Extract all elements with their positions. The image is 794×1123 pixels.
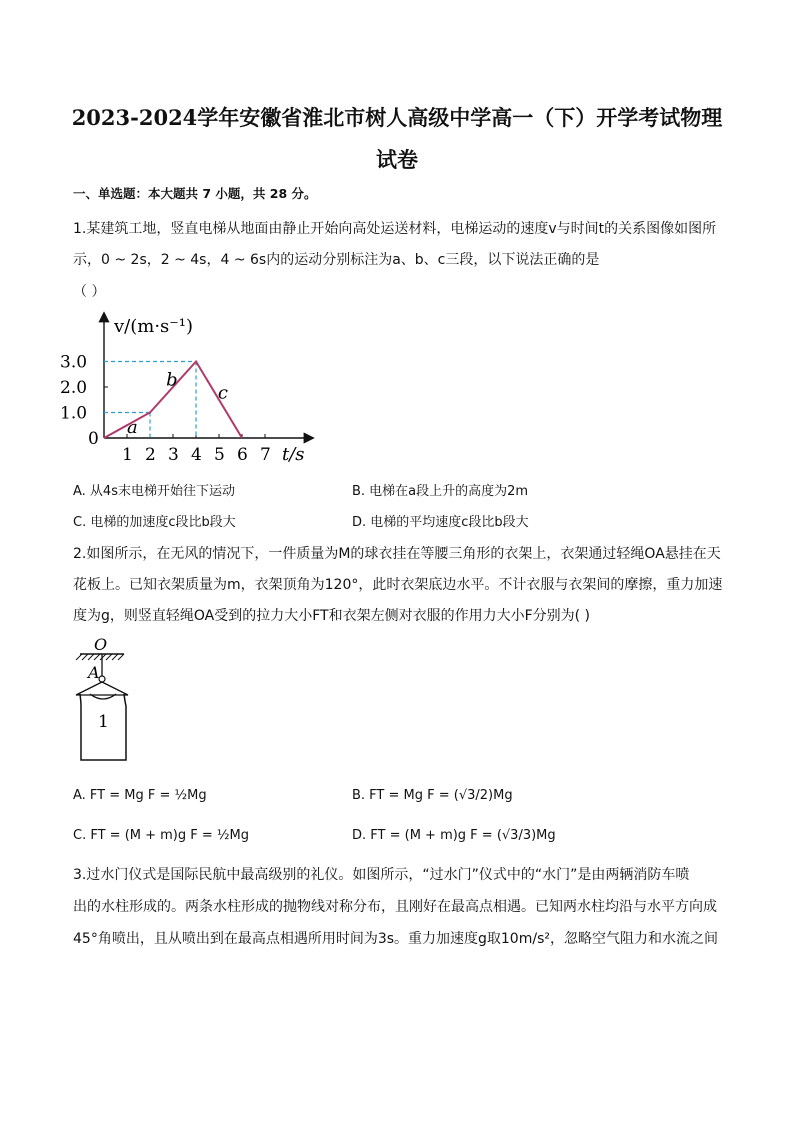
label-A: A [88, 663, 100, 682]
label-O: O [94, 635, 108, 654]
q2-option-d[interactable]: D. FT = (M + m)g F = (√3/3)Mg [352, 828, 556, 843]
q1-stem-line1: 1.某建筑工地，竖直电梯从地面由静止开始向高处运送材料，电梯运动的速度v与时间t的关系图像如图所 [73, 221, 717, 237]
q3-stem-line1: 3.过水门仪式是国际民航中最高级别的礼仪。如图所示，“过水门”仪式中的“水门”是由两辆消防车喷 [73, 867, 690, 883]
segment-label-b: b [166, 369, 178, 391]
hanger-figure [68, 632, 148, 764]
x-tick-label: 3 [168, 445, 179, 465]
q1-option-d[interactable]: D. 电梯的平均速度c段比b段大 [352, 515, 529, 530]
y-tick-label: 2.0 [60, 378, 88, 398]
x-tick-label: 7 [260, 445, 271, 465]
document-title-line1: 2023-2024学年安徽省淮北市树人高级中学高一（下）开学考试物理 [71, 105, 723, 130]
section-heading: 一、单选题：本大题共 7 小题，共 28 分。 [73, 186, 317, 201]
document-title-line2: 试卷 [376, 147, 418, 172]
y-tick-label: 0 [88, 429, 99, 449]
x-axis-label: t/s [282, 444, 305, 465]
q1-option-a[interactable]: A. 从4s末电梯开始往下运动 [73, 484, 235, 499]
q2-option-c[interactable]: C. FT = (M + m)g F = ½Mg [73, 828, 249, 843]
q2-option-a[interactable]: A. FT = Mg F = ½Mg [73, 788, 207, 803]
q1-stem-line2: 示，0 ~ 2s，2 ~ 4s，4 ~ 6s内的运动分别标注为a、b、c三段，以下说法正确的是 [73, 252, 600, 268]
segment-label-a: a [127, 416, 138, 438]
q2-stem-line1: 2.如图所示，在无风的情况下，一件质量为M的球衣挂在等腰三角形的衣架上，衣架通过轻绳OA悬挂在天 [73, 546, 721, 562]
y-axis-label: v/(m·s⁻¹) [114, 316, 194, 337]
jersey-number: 1 [98, 712, 109, 732]
q2-option-b[interactable]: B. FT = Mg F = (√3/2)Mg [352, 788, 513, 803]
x-tick-label: 4 [191, 445, 202, 465]
y-tick-label: 1.0 [60, 403, 88, 424]
x-tick-label: 1 [122, 445, 133, 465]
q1-option-b[interactable]: B. 电梯在a段上升的高度为2m [352, 484, 529, 499]
x-tick-label: 2 [145, 445, 156, 465]
y-tick-label: 3.0 [60, 352, 88, 373]
q1-bracket: （ ） [73, 284, 106, 300]
velocity-time-graph [60, 308, 330, 468]
segment-label-c: c [217, 382, 228, 404]
q3-stem-line3: 45°角喷出，且从喷出到在最高点相遇所用时间为3s。重力加速度g取10m/s²，忽略空气阻力和水流之间 [73, 931, 718, 947]
q2-stem-line2: 花板上。已知衣架质量为m，衣架顶角为120°，此时衣架底边水平。不计衣服与衣架间的摩擦，重力加速 [73, 577, 723, 593]
q1-option-c[interactable]: C. 电梯的加速度c段比b段大 [73, 515, 236, 530]
q3-stem-line2: 出的水柱形成的。两条水柱形成的抛物线对称分布，且刚好在最高点相遇。已知两水柱均沿与水平方向成 [73, 899, 717, 915]
q2-stem-line3: 度为g，则竖直轻绳OA受到的拉力大小FT和衣架左侧对衣服的作用力大小F分别为( ) [73, 608, 591, 624]
x-tick-label: 6 [237, 445, 248, 465]
x-tick-label: 5 [214, 445, 225, 465]
